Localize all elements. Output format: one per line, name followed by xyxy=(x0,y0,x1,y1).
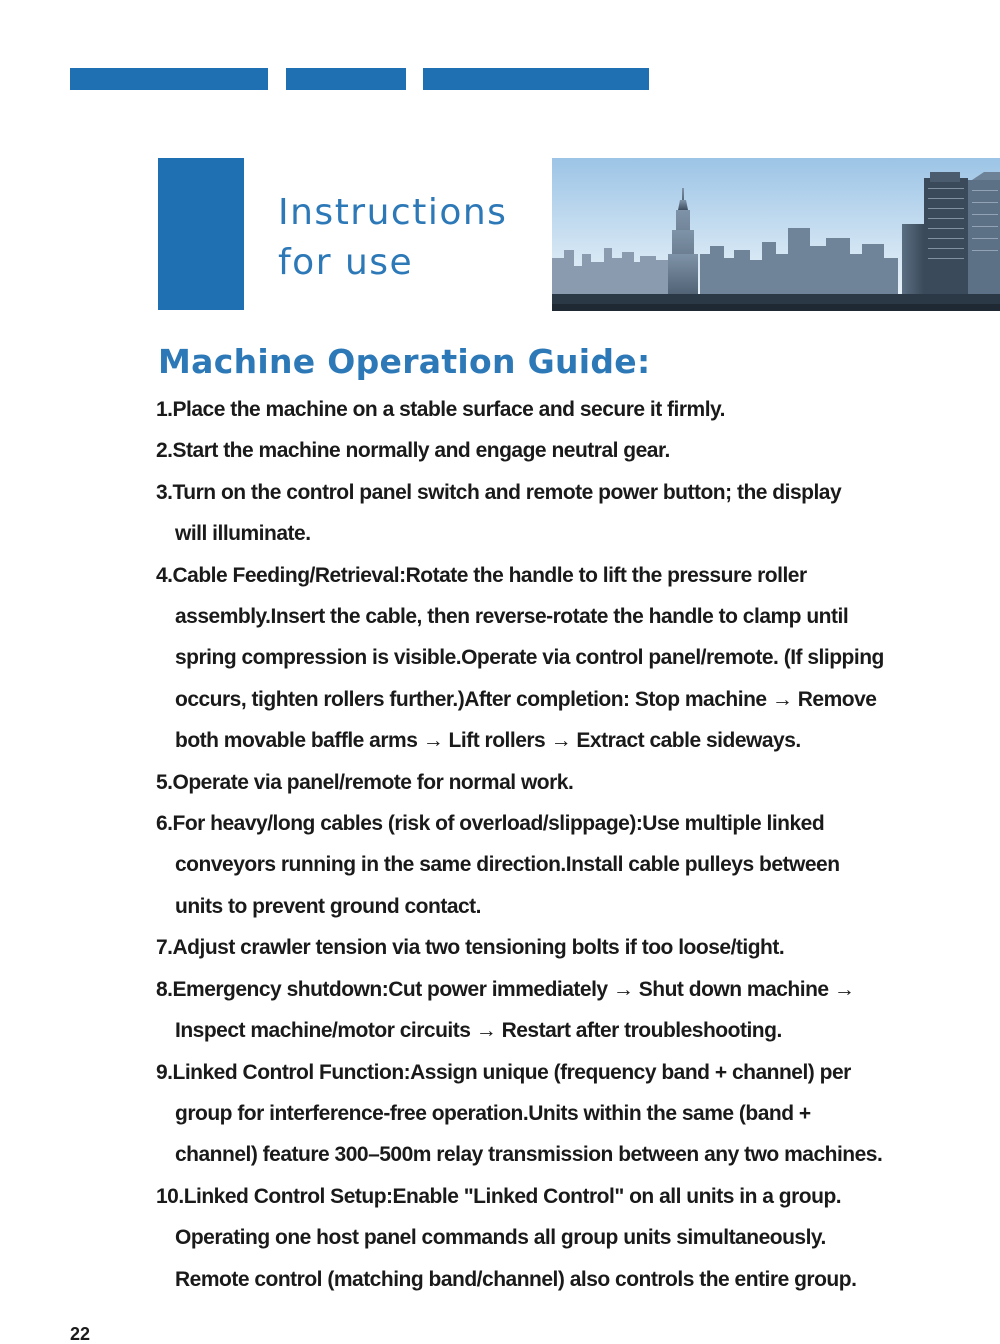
step-item xyxy=(156,389,946,430)
step-item xyxy=(156,1052,946,1176)
step-line: units to prevent ground contact. xyxy=(175,894,482,918)
step-line: group for interference-free operation.Units within the same (band + xyxy=(175,1101,811,1125)
step-line: 2.Start the machine normally and engage neutral gear. xyxy=(156,439,670,463)
accent-block xyxy=(158,158,244,310)
step-line: assembly.Insert the cable, then reverse-rotate the handle to clamp until xyxy=(175,605,849,629)
step-line: 4.Cable Feeding/Retrieval:Rotate the handle to lift the pressure roller xyxy=(156,563,807,587)
step-line: 8.Emergency shutdown:Cut power immediately → Shut down machine → xyxy=(156,977,855,1001)
step-item xyxy=(156,762,946,803)
step-item xyxy=(156,969,946,1052)
step-line: Inspect machine/motor circuits → Restart after troubleshooting. xyxy=(175,1019,782,1043)
header-bar-segment-2 xyxy=(286,68,406,90)
page-number: 22 xyxy=(70,1324,91,1344)
instruction-steps xyxy=(156,389,946,1300)
city-skyline-image xyxy=(552,158,1000,311)
step-item xyxy=(156,472,946,555)
step-item xyxy=(156,803,946,927)
step-line: 9.Linked Control Function:Assign unique (frequency band + channel) per xyxy=(156,1060,851,1084)
step-line: occurs, tighten rollers further.)After completion: Stop machine → Remove xyxy=(175,687,877,711)
step-line: will illuminate. xyxy=(175,522,311,546)
step-line: 1.Place the machine on a stable surface and secure it firmly. xyxy=(156,398,726,421)
header-bar-segment-3 xyxy=(423,68,649,90)
step-line: 7.Adjust crawler tension via two tensioning bolts if too loose/tight. xyxy=(156,936,785,960)
step-item xyxy=(156,927,946,968)
step-line: Remote control (matching band/channel) also controls the entire group. xyxy=(175,1267,857,1291)
step-item xyxy=(156,430,946,471)
step-line: channel) feature 300–500m relay transmission between any two machines. xyxy=(175,1143,883,1167)
step-line: 10.Linked Control Setup:Enable "Linked Control" on all units in a group. xyxy=(156,1184,842,1208)
guide-title: Machine Operation Guide: xyxy=(158,342,651,381)
step-line: spring compression is visible.Operate via control panel/remote. (If slipping xyxy=(175,646,884,670)
section-heading-line-2: for use xyxy=(278,242,414,283)
step-item xyxy=(156,1176,946,1300)
step-line: 6.For heavy/long cables (risk of overload/slippage):Use multiple linked xyxy=(156,812,825,836)
section-heading xyxy=(278,188,507,288)
step-item xyxy=(156,555,946,762)
section-heading-line-1: Instructions xyxy=(278,192,508,233)
step-line: 5.Operate via panel/remote for normal work. xyxy=(156,770,574,794)
header-bar-segment-1 xyxy=(70,68,268,90)
step-line: 3.Turn on the control panel switch and remote power button; the display xyxy=(156,480,842,504)
step-line: Operating one host panel commands all group units simultaneously. xyxy=(175,1226,826,1250)
step-line: conveyors running in the same direction.Install cable pulleys between xyxy=(175,853,840,877)
city-skyline-illustration xyxy=(552,158,1000,311)
step-line: both movable baffle arms → Lift rollers → Extract cable sideways. xyxy=(175,729,801,753)
